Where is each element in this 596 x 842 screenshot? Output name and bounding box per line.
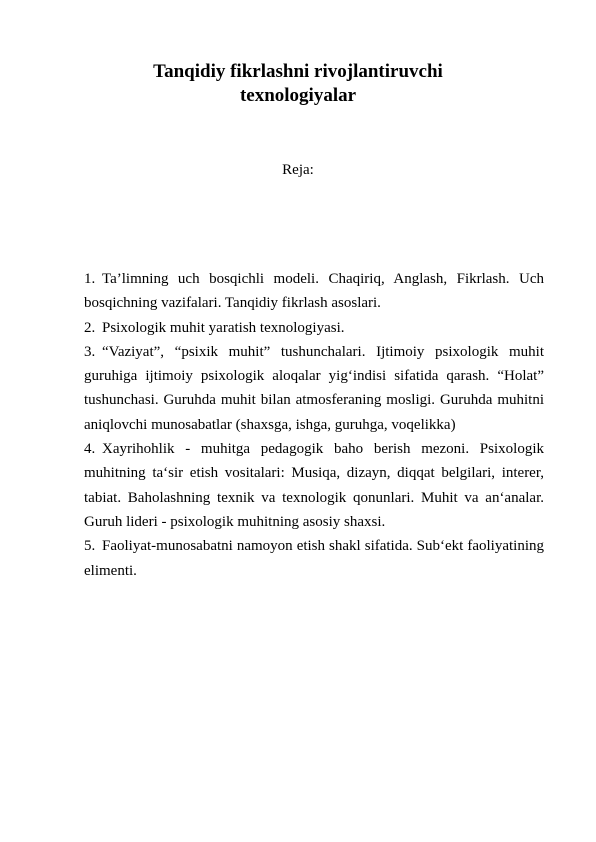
plan-heading: Reja: [282, 162, 314, 178]
plan-item-2 [84, 316, 544, 340]
plan-item-text: Psixologik muhit yaratish texnologiyasi. [102, 319, 345, 336]
plan-item-text: “Vaziyat”, “psixik muhit” tushunchalari. Ijtimoiy psixologik muhit guruhiga ijtimoiy psixologik aloqalar yig‘indisi sifatida qarash. “Holat” tushunchasi. Guruhda muhit bilan atmosferaning mosligi. Guruhda muhitni aniqlovchi munosabatlar (shaxsga, ishga, guruhga, voqelikka) [84, 343, 544, 433]
plan-list [84, 267, 544, 583]
plan-item-3 [84, 340, 544, 437]
plan-item-4 [84, 437, 544, 534]
plan-item-text: Faoliyat-munosabatni namoyon etish shakl sifatida. Sub‘ekt faoliyatining elimenti. [84, 538, 544, 579]
plan-item-text: Xayrihohlik - muhitga pedagogik baho berish mezoni. Psixologik muhitning ta‘sir etish vositalari: Musiqa, dizayn, diqqat belgilari, interer, tabiat. Baholashning texnik va texnologik qonunlari. Muhit va an‘analar. Guruh lideri - psixologik muhitning asosiy shaxsi. [84, 441, 544, 530]
page-title [0, 60, 596, 108]
plan-item-number: 3. [84, 343, 96, 360]
plan-item-number: 5. [84, 538, 96, 555]
plan-item-number: 4. [84, 441, 96, 458]
plan-item-number: 2. [84, 319, 96, 336]
title-line-1: Tanqidiy fikrlashni rivojlantiruvchi [153, 61, 443, 82]
plan-item-1 [84, 267, 544, 316]
plan-item-5 [84, 534, 544, 583]
plan-item-text: Ta’limning uch bosqichli modeli. Chaqiriq, Anglash, Fikrlash. Uch bosqichning vazifalari. Tanqidiy fikrlash asoslari. [84, 271, 544, 312]
plan-item-number: 1. [84, 271, 96, 287]
title-line-2: texnologiyalar [239, 85, 357, 106]
